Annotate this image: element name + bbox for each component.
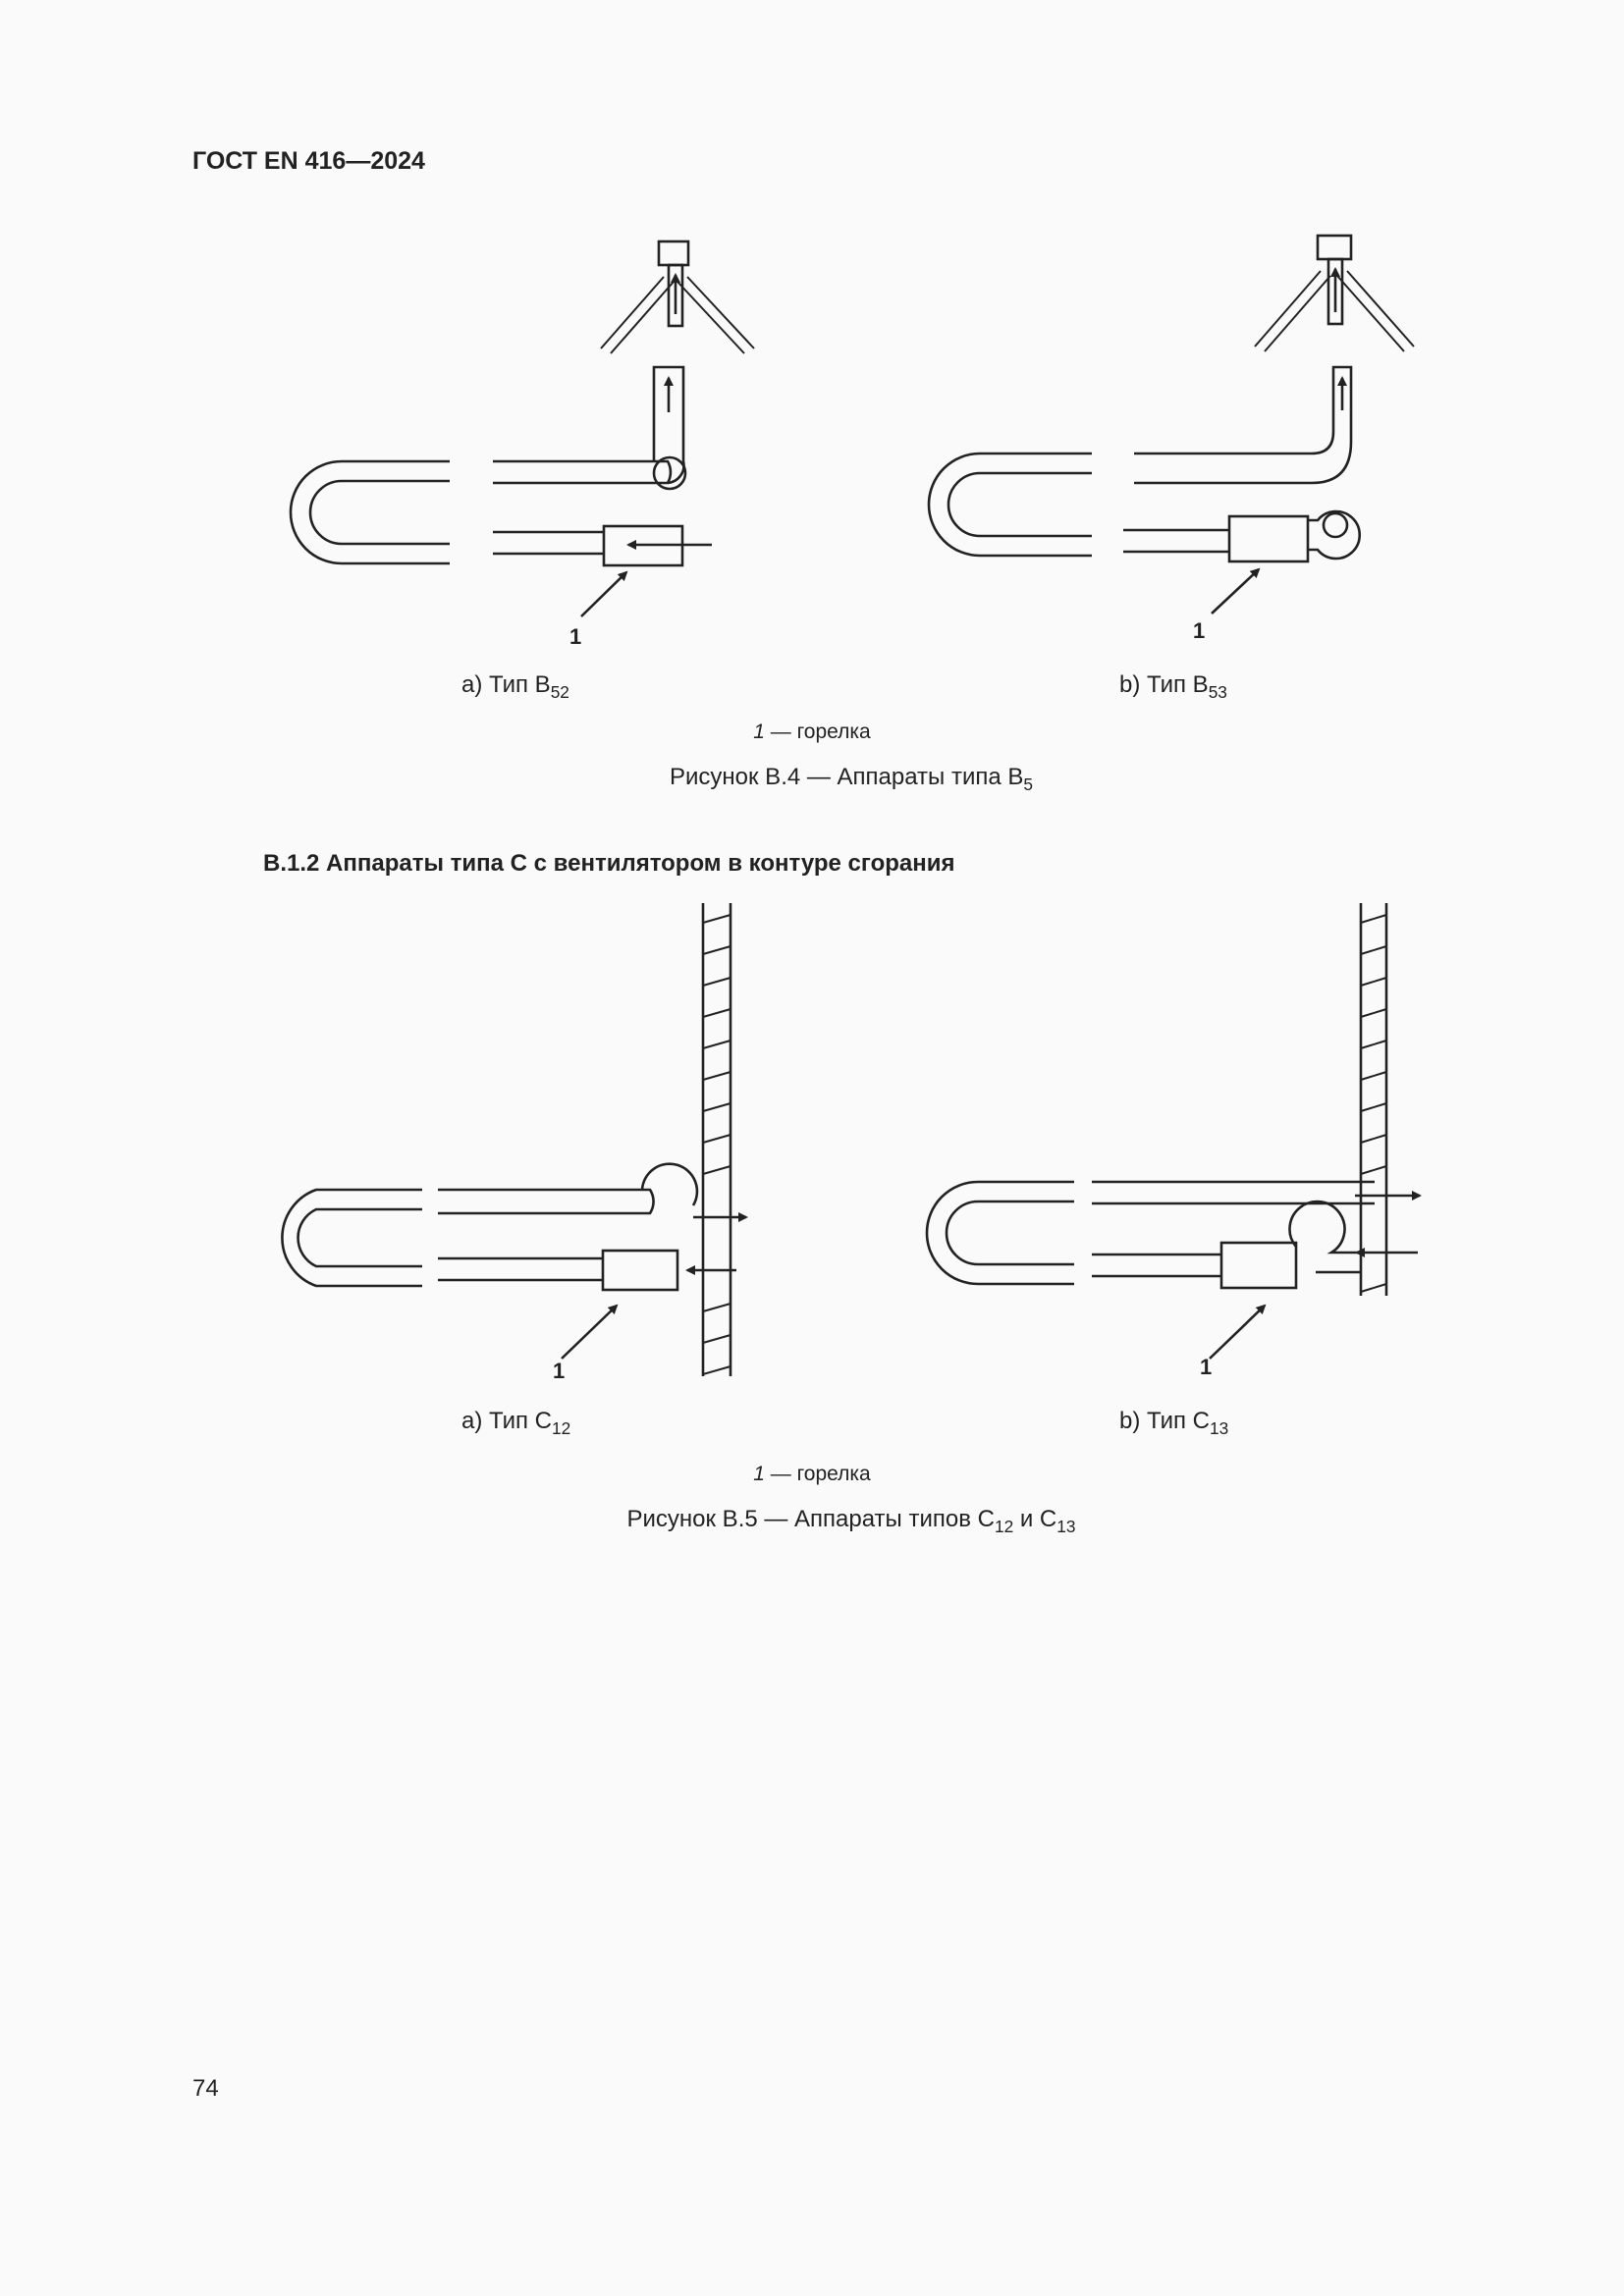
figure-b5a-label-1: 1	[553, 1359, 566, 1383]
figure-b5a-drawing	[282, 903, 746, 1376]
figure-b4b-drawing	[929, 236, 1414, 614]
page-number: 74	[192, 2075, 219, 2102]
figure-b4a-drawing	[291, 241, 754, 616]
figure-b4-legend: 1 — горелка	[753, 721, 871, 743]
figure-b4a-label-1: 1	[569, 624, 582, 649]
figure-b5b-caption: b) Тип $С_{13}$	[1119, 1408, 1229, 1439]
figure-b5a-caption: a) Тип $С_{12}$	[461, 1408, 571, 1439]
document-header: ГОСТ EN 416—2024	[192, 147, 425, 175]
figure-b5-title: Рисунок В.5 — Аппараты типов $С_{12}$ и $С_{13}$	[626, 1506, 1076, 1537]
figure-b5b-drawing	[927, 903, 1420, 1359]
figure-b5-legend: 1 — горелка	[753, 1463, 871, 1485]
figure-b4a-caption: a) Тип $В_{52}$	[461, 671, 569, 703]
section-heading: В.1.2 Аппараты типа С с вентилятором в контуре сгорания	[263, 850, 955, 877]
figure-b4-title: Рисунок В.4 — Аппараты типа $В_5$	[670, 764, 1033, 795]
figure-b5b-label-1: 1	[1200, 1355, 1213, 1379]
figure-b4b-label-1: 1	[1193, 618, 1206, 643]
figure-b4b-caption: b) Тип $В_{53}$	[1119, 671, 1227, 703]
